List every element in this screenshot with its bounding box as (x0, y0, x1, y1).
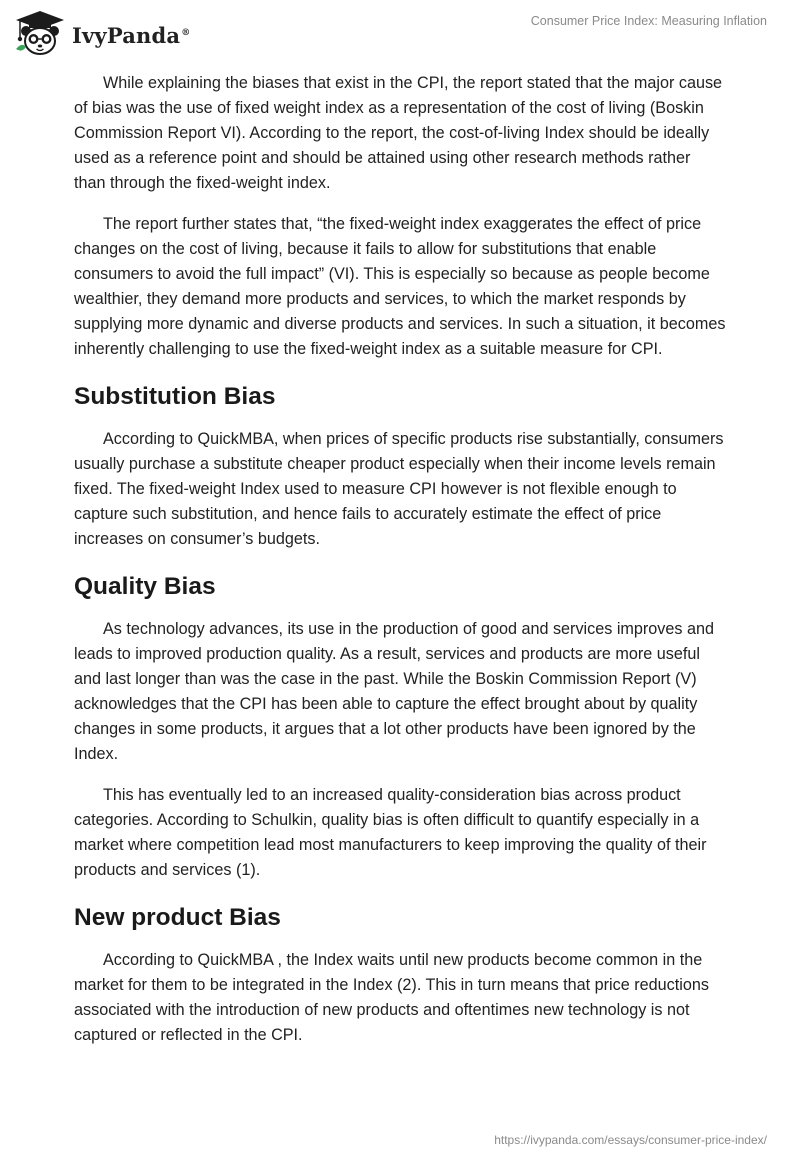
paragraph-quality-technology: As technology advances, its use in the production of good and services improves and leads to improved production quality. As a result, services and products are more useful and last longer than was the case in the past. While the Boskin Commission Report (V) acknowledges that the CPI has been able to capture the effect brought about by quality changes in some products, it argues that a lot other products have been ignored by the Index. (74, 620, 714, 763)
paragraph-new-product: According to QuickMBA , the Index waits until new products become common in the market for them to be integrated in the Index (2). This in turn means that price reductions associated with the introduction of new products and oftentimes new technology is not captured or reflected in the CPI. (74, 951, 709, 1044)
brand-name: IvyPanda® (72, 22, 191, 48)
article-body (74, 71, 726, 1064)
paragraph-quality-consideration: This has eventually led to an increased quality-consideration bias across product categories. According to Schulkin, quality bias is often difficult to quantify especially in a market where competition lead most manufacturers to keep improving the quality of their products and services (1). (74, 786, 707, 879)
heading-new-product-bias: New product Bias (74, 904, 281, 931)
page-header (0, 0, 800, 64)
paragraph-substitution: According to QuickMBA, when prices of specific products rise substantially, consumers usually purchase a substitute cheaper product especially when their income levels remain fixed. The fixed-weight Index used to measure CPI however is not flexible enough to capture such substitution, and hence fails to accurately estimate the effect of price increases on consumer’s budgets. (74, 430, 724, 548)
paragraph-fixed-weight-bias: While explaining the biases that exist in the CPI, the report stated that the major cause of bias was the use of fixed weight index as a representation of the cost of living (Boskin Commission Report VI). According to the report, the cost-of-living Index should be ideally used as a reference point and should be attained using other research methods rather than through the fixed-weight index. (74, 74, 723, 192)
panda-graduate-icon (14, 9, 66, 57)
heading-substitution-bias: Substitution Bias (74, 383, 276, 410)
document-title: Consumer Price Index: Measuring Inflation (530, 14, 767, 28)
source-url-link[interactable]: https://ivypanda.com/essays/consumer-price-index/ (494, 1133, 767, 1147)
paragraph-report-quote: The report further states that, “the fixed-weight index exaggerates the effect of price changes on the cost of living, because it fails to allow for substitutions that enable consumers to avoid the full impact” (VI). This is especially so because as people become wealthier, they demand more products and services, to which the market responds by supplying more dynamic and diverse products and services. In such a situation, it becomes inherently challenging to use the fixed-weight index as a suitable measure for CPI. (74, 215, 726, 358)
brand-logo[interactable] (14, 9, 190, 57)
heading-quality-bias: Quality Bias (74, 573, 216, 600)
